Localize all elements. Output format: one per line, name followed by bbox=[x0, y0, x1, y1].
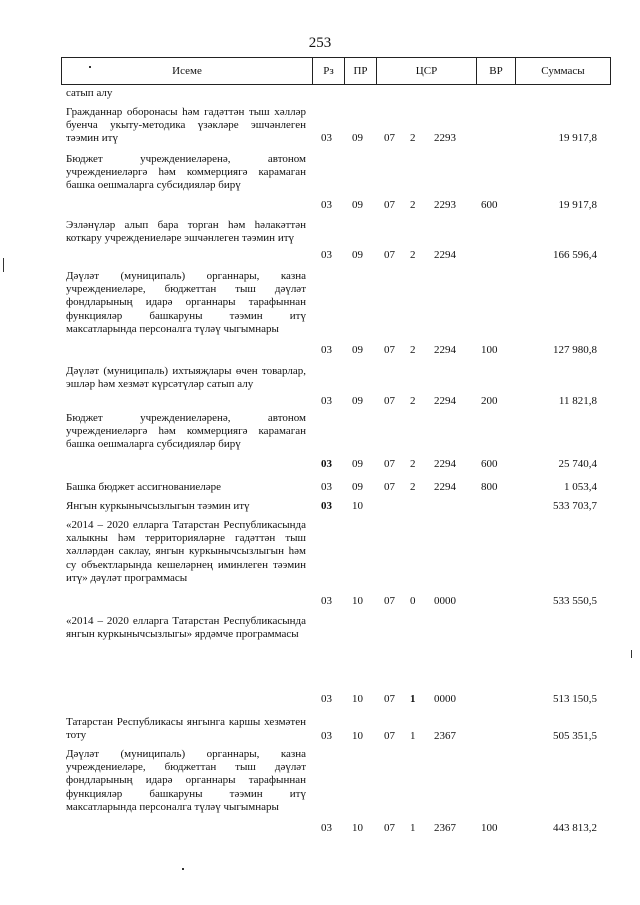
row-rz: 03 bbox=[321, 132, 332, 144]
row-name: Эзләнүләр алып бара торган һәм һәлакәттән коткару учреждениеләре эшчәнлеген тәэмин итү bbox=[66, 219, 306, 245]
row-pr: 09 bbox=[352, 458, 363, 470]
row-csr-direction: 2293 bbox=[434, 132, 456, 144]
row-name: Гражданнар оборонасы һәм гадәттән тыш хәлләр буенча укыту-методика үзәкләре эшчәнлеген тәэмин итү bbox=[66, 106, 306, 145]
row-pr: 09 bbox=[352, 132, 363, 144]
row-vr: 600 bbox=[481, 458, 498, 470]
row-csr-direction: 2293 bbox=[434, 199, 456, 211]
row-csr-subprogram: 2 bbox=[410, 395, 416, 407]
row-sum: 1 053,4 bbox=[564, 481, 597, 493]
row-name: Башка бюджет ассигнованиеләре bbox=[66, 481, 221, 493]
row-csr-program: 07 bbox=[384, 344, 395, 356]
row-csr-subprogram: 1 bbox=[410, 822, 416, 834]
row-sum: 533 703,7 bbox=[553, 500, 597, 512]
scan-mark bbox=[182, 868, 184, 870]
row-rz: 03 bbox=[321, 395, 332, 407]
row-csr-program: 07 bbox=[384, 822, 395, 834]
row-csr-subprogram: 2 bbox=[410, 249, 416, 261]
row-csr-direction: 2294 bbox=[434, 481, 456, 493]
row-pr: 09 bbox=[352, 249, 363, 261]
header-sum: Суммасы bbox=[516, 58, 611, 85]
row-csr-program: 07 bbox=[384, 132, 395, 144]
row-csr-direction: 2367 bbox=[434, 730, 456, 742]
row-rz: 03 bbox=[321, 481, 332, 493]
row-csr-program: 07 bbox=[384, 730, 395, 742]
row-name: Дәүләт (муниципаль) ихтыяҗлары өчен товарлар, эшләр һәм хезмәт күрсәтүләр сатып алу bbox=[66, 365, 306, 391]
row-csr-program: 07 bbox=[384, 199, 395, 211]
row-vr: 600 bbox=[481, 199, 498, 211]
row-csr-program: 07 bbox=[384, 693, 395, 705]
header-name: Исеме bbox=[62, 58, 313, 85]
row-rz: 03 bbox=[321, 693, 332, 705]
row-rz: 03 bbox=[321, 730, 332, 742]
row-pr: 10 bbox=[352, 822, 363, 834]
scan-mark bbox=[3, 258, 4, 272]
row-rz: 03 bbox=[321, 822, 332, 834]
row-sum: 443 813,2 bbox=[553, 822, 597, 834]
row-csr-subprogram: 0 bbox=[410, 595, 416, 607]
row-name: Дәүләт (муниципаль) органнары, казна учреждениеләре, бюджеттан тыш дәүләт фондларының идарә органнары тарафыннан функцияләр башкаруны тәэмин итү максатларында персоналга түләү чыгымнары bbox=[66, 270, 306, 335]
row-csr-subprogram: 2 bbox=[410, 458, 416, 470]
row-name: Дәүләт (муниципаль) органнары, казна учреждениеләре, бюджеттан тыш дәүләт фондларының идарә органнары тарафыннан функцияләр башкаруны тәэмин итү максатларында персоналга түләү чыгымнары bbox=[66, 748, 306, 813]
row-csr-direction: 0000 bbox=[434, 595, 456, 607]
row-sum: 533 550,5 bbox=[553, 595, 597, 607]
row-pr: 09 bbox=[352, 481, 363, 493]
row-csr-direction: 2294 bbox=[434, 344, 456, 356]
row-vr: 800 bbox=[481, 481, 498, 493]
row-csr-program: 07 bbox=[384, 481, 395, 493]
header-pr: ПР bbox=[345, 58, 377, 85]
row-name: «2014 – 2020 елларга Татарстан Республикасында халыкны һәм территорияләрне гадәттән тыш хәлләрдән саклау, янгын куркынычсызлыгын һәм су объектларында кешеләрнең иминлеген тәэмин итү» дәүләт программасы bbox=[66, 519, 306, 584]
header-vr: ВР bbox=[477, 58, 516, 85]
row-sum: 19 917,8 bbox=[558, 199, 597, 211]
row-name: «2014 – 2020 елларга Татарстан Республикасында янгын куркынычсызлыгы» ярдәмче программасы bbox=[66, 615, 306, 641]
row-rz: 03 bbox=[321, 249, 332, 261]
row-vr: 200 bbox=[481, 395, 498, 407]
row-name: Татарстан Республикасы янгынга каршы хезмәтен тоту bbox=[66, 716, 306, 742]
row-rz: 03 bbox=[321, 344, 332, 356]
page-number: 253 bbox=[308, 35, 332, 51]
row-csr-program: 07 bbox=[384, 595, 395, 607]
row-sum: 11 821,8 bbox=[558, 395, 597, 407]
row-csr-subprogram: 2 bbox=[410, 344, 416, 356]
row-pr: 09 bbox=[352, 199, 363, 211]
row-csr-direction: 2294 bbox=[434, 249, 456, 261]
scan-mark bbox=[631, 650, 632, 658]
row-rz: 03 bbox=[321, 199, 332, 211]
header-rz: Рз bbox=[313, 58, 345, 85]
row-csr-direction: 2294 bbox=[434, 395, 456, 407]
row-csr-program: 07 bbox=[384, 458, 395, 470]
row-name: Янгын куркынычсызлыгын тәэмин итү bbox=[66, 500, 250, 512]
row-sum: 25 740,4 bbox=[558, 458, 597, 470]
row-pr: 10 bbox=[352, 595, 363, 607]
row-csr-subprogram: 2 bbox=[410, 132, 416, 144]
row-csr-program: 07 bbox=[384, 249, 395, 261]
row-pr: 09 bbox=[352, 395, 363, 407]
row-sum: 19 917,8 bbox=[558, 132, 597, 144]
row-csr-subprogram: 1 bbox=[410, 693, 416, 705]
row-csr-program: 07 bbox=[384, 395, 395, 407]
row-vr: 100 bbox=[481, 344, 498, 356]
row-sum: 166 596,4 bbox=[553, 249, 597, 261]
row-pr: 09 bbox=[352, 344, 363, 356]
row-sum: 513 150,5 bbox=[553, 693, 597, 705]
row-sum: 505 351,5 bbox=[553, 730, 597, 742]
row-rz: 03 bbox=[321, 458, 332, 470]
row-pr: 10 bbox=[352, 693, 363, 705]
row-name: Бюджет учреждениеләренә, автоном учреждениеләргә һәм коммерциягә карамаган башка оешмаларга субсидияләр бирү bbox=[66, 412, 306, 451]
row-csr-subprogram: 1 bbox=[410, 730, 416, 742]
scan-mark bbox=[89, 66, 91, 68]
row-pr: 10 bbox=[352, 500, 363, 512]
row-csr-subprogram: 2 bbox=[410, 481, 416, 493]
row-csr-direction: 0000 bbox=[434, 693, 456, 705]
header-csr: ЦСР bbox=[377, 58, 477, 85]
row-csr-subprogram: 2 bbox=[410, 199, 416, 211]
row-vr: 100 bbox=[481, 822, 498, 834]
row-csr-direction: 2367 bbox=[434, 822, 456, 834]
row-sum: 127 980,8 bbox=[553, 344, 597, 356]
row-rz: 03 bbox=[321, 595, 332, 607]
row-csr-direction: 2294 bbox=[434, 458, 456, 470]
row-pr: 10 bbox=[352, 730, 363, 742]
row-name: сатып алу bbox=[66, 87, 113, 99]
row-rz: 03 bbox=[321, 500, 332, 512]
row-name: Бюджет учреждениеләренә, автоном учреждениеләргә һәм коммерциягә карамаган башка оешмаларга субсидияләр бирү bbox=[66, 153, 306, 192]
